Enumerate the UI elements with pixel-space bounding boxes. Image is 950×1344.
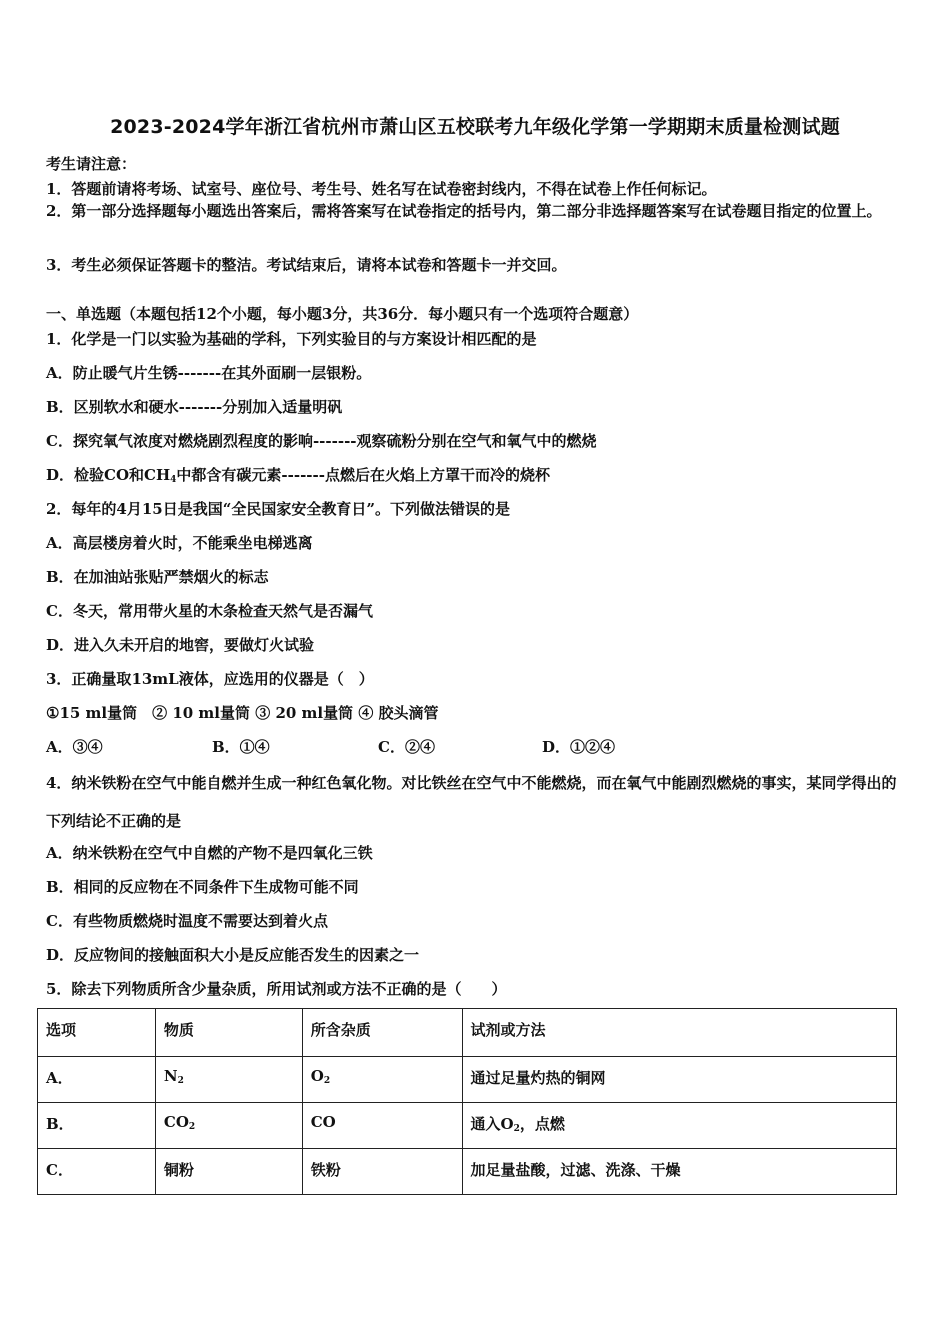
notice-item-3: 3．考生必须保证答题卡的整洁。考试结束后，请将本试卷和答题卡一并交回。	[46, 256, 567, 274]
q3-stem: 3．正确量取13mL液体，应选用的仪器是（ ）	[46, 670, 374, 688]
table-cell-method: 通入$O_2$，点燃	[462, 1103, 896, 1149]
q2-option-b: B．在加油站张贴严禁烟火的标志	[46, 568, 269, 586]
q5-stem: 5．除去下列物质所含少量杂质，所用试剂或方法不正确的是（ ）	[46, 980, 507, 998]
section-heading: 一、单选题（本题包括12个小题，每小题3分，共36分．每小题只有一个选项符合题意）	[46, 305, 639, 323]
table-row	[38, 1057, 897, 1103]
notice-item-2: 2．第一部分选择题每小题选出答案后，需将答案写在试卷指定的括号内，第二部分非选择题答案写在试卷题目指定的位置上。	[46, 202, 882, 220]
q1-stem: 1．化学是一门以实验为基础的学科，下列实验目的与方案设计相匹配的是	[46, 330, 537, 348]
page-title: 2023-2024学年浙江省杭州市萧山区五校联考九年级化学第一学期期末质量检测试题	[110, 116, 840, 138]
q3-option-c: C．②④	[378, 738, 435, 756]
table-cell-substance: $CO_2$	[155, 1103, 302, 1149]
q3-option-a: A．③④	[46, 738, 103, 756]
q1-option-b: B．区别软水和硬水-------分别加入适量明矾	[46, 398, 343, 416]
q1-option-a: A．防止暖气片生锈-------在其外面刷一层银粉。	[46, 364, 372, 382]
table-row	[38, 1149, 897, 1195]
table-row	[38, 1103, 897, 1149]
table-cell-impurity: CO	[302, 1103, 462, 1149]
table-cell-option: B．	[38, 1103, 156, 1149]
q4-option-b: B．相同的反应物在不同条件下生成物可能不同	[46, 878, 359, 896]
q4-stem: 4．纳米铁粉在空气中能自燃并生成一种红色氧化物。对比铁丝在空气中不能燃烧，而在氧气中能剧烈燃烧的事实，某同学得出的下列结论不正确的是	[46, 774, 897, 830]
table-cell-impurity: 铁粉	[302, 1149, 462, 1195]
q4-option-c: C．有些物质燃烧时温度不需要达到着火点	[46, 912, 328, 930]
table-header-cell: 试剂或方法	[462, 1009, 896, 1057]
q1-option-d: D．检验CO和$CH_4$中都含有碳元素-------点燃后在火焰上方罩干而冷的烧杯	[46, 466, 550, 485]
table-cell-method: 通过足量灼热的铜网	[462, 1057, 896, 1103]
table-cell-substance: 铜粉	[155, 1149, 302, 1195]
q2-option-d: D．进入久未开启的地窖，要做灯火试验	[46, 636, 315, 654]
q5-table	[37, 1008, 897, 1195]
q2-option-c: C．冬天，常用带火星的木条检查天然气是否漏气	[46, 602, 373, 620]
table-cell-option: A．	[38, 1057, 156, 1103]
table-cell-method: 加足量盐酸，过滤、洗涤、干燥	[462, 1149, 896, 1195]
q2-stem: 2．每年的4月15日是我国“全民国家安全教育日”。下列做法错误的是	[46, 500, 511, 518]
table-header-row	[38, 1009, 897, 1057]
table-header-cell: 物质	[155, 1009, 302, 1057]
notice-heading: 考生请注意：	[46, 155, 137, 173]
q3-option-b: B．①④	[212, 738, 270, 756]
q4-option-a: A．纳米铁粉在空气中自燃的产物不是四氧化三铁	[46, 844, 373, 862]
table-header-cell: 选项	[38, 1009, 156, 1057]
q3-option-d: D．①②④	[542, 738, 616, 756]
q1-option-c: C．探究氧气浓度对燃烧剧烈程度的影响-------观察硫粉分别在空气和氧气中的燃烧	[46, 432, 597, 450]
q4-option-d: D．反应物间的接触面积大小是反应能否发生的因素之一	[46, 946, 420, 964]
table-header-cell: 所含杂质	[302, 1009, 462, 1057]
table-cell-substance: $N_2$	[155, 1057, 302, 1103]
q2-option-a: A．高层楼房着火时，不能乘坐电梯逃离	[46, 534, 313, 552]
table-cell-option: C．	[38, 1149, 156, 1195]
notice-item-1: 1．答题前请将考场、试室号、座位号、考生号、姓名写在试卷密封线内，不得在试卷上作任何标记。	[46, 180, 717, 198]
table-cell-impurity: $O_2$	[302, 1057, 462, 1103]
q3-items: ①15 ml量筒 ② 10 ml量筒 ③ 20 ml量筒 ④ 胶头滴管	[46, 704, 439, 722]
